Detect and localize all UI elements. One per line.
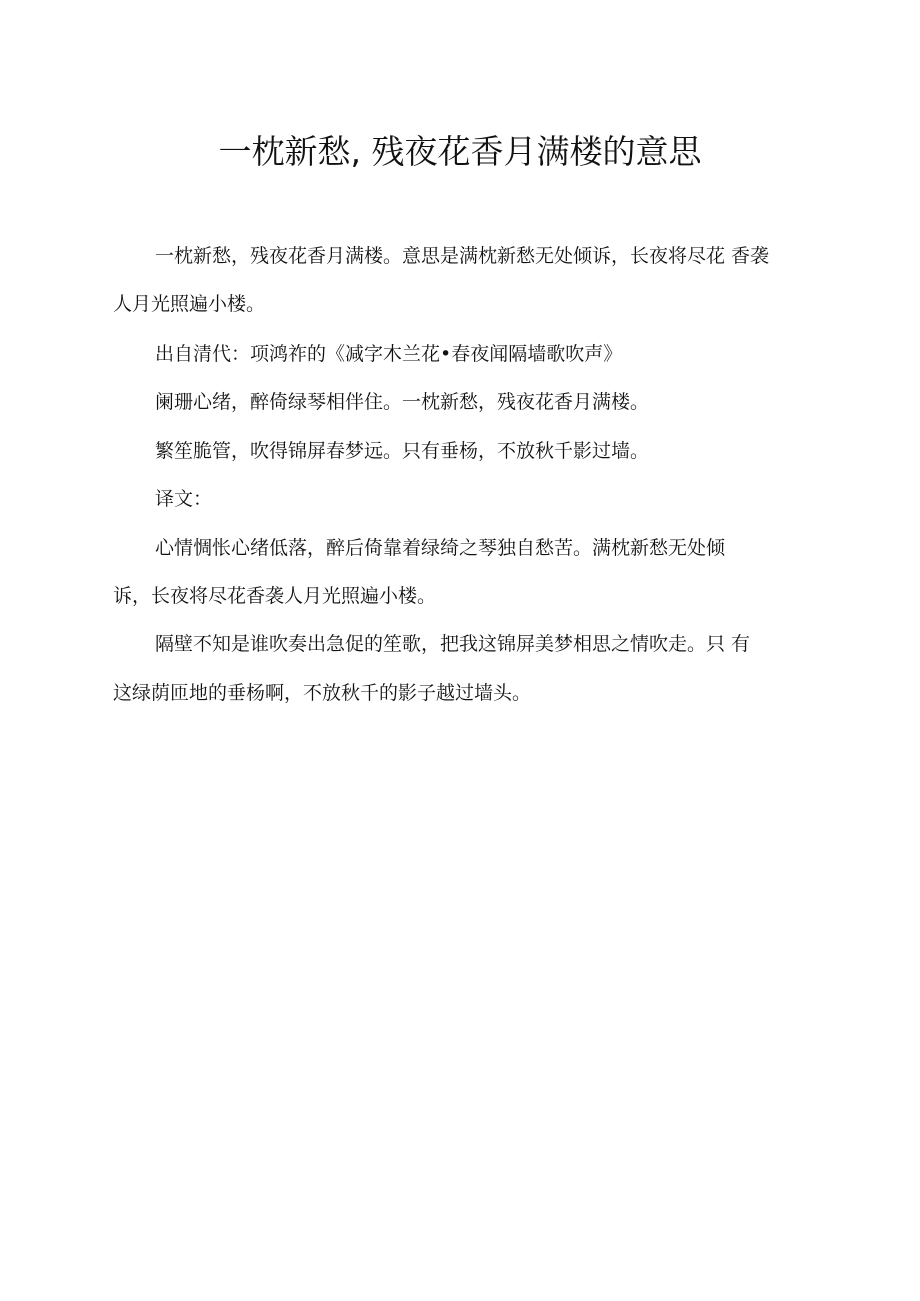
poem-line-1: 阑珊心绪，醉倚绿琴相伴住。一枕新愁，残夜花香月满楼。 xyxy=(155,391,650,413)
poem-line-2: 繁笙脆管，吹得锦屏春梦远。只有垂杨，不放秋千影过墙。 xyxy=(155,440,650,462)
translation-2-line-2: 这绿荫匝地的垂杨啊，不放秋千的影子越过墙头。 xyxy=(113,682,532,704)
source-line: 出自清代：项鸿祚的《减字木兰花•春夜闻隔墙歌吹声》 xyxy=(155,343,623,365)
translation-1-line-1: 心情惆怅心绪低落，醉后倚靠着绿绮之琴独自愁苦。满枕新愁无处倾 xyxy=(155,537,726,559)
translation-1-line-2: 诉，长夜将尽花香袭人月光照遍小楼。 xyxy=(113,585,437,607)
paragraph-1-line-1: 一枕新愁，残夜花香月满楼。意思是满枕新愁无处倾诉，长夜将尽花 香袭 xyxy=(155,245,770,267)
document-title: 一枕新愁, 残夜花香月满楼的意思 xyxy=(218,132,702,171)
paragraph-1-line-2: 人月光照遍小楼。 xyxy=(113,293,266,315)
translation-heading: 译文： xyxy=(155,488,213,510)
translation-2-line-1: 隔壁不知是谁吹奏出急促的笙歌，把我这锦屏美梦相思之情吹走。只 有 xyxy=(155,633,751,655)
